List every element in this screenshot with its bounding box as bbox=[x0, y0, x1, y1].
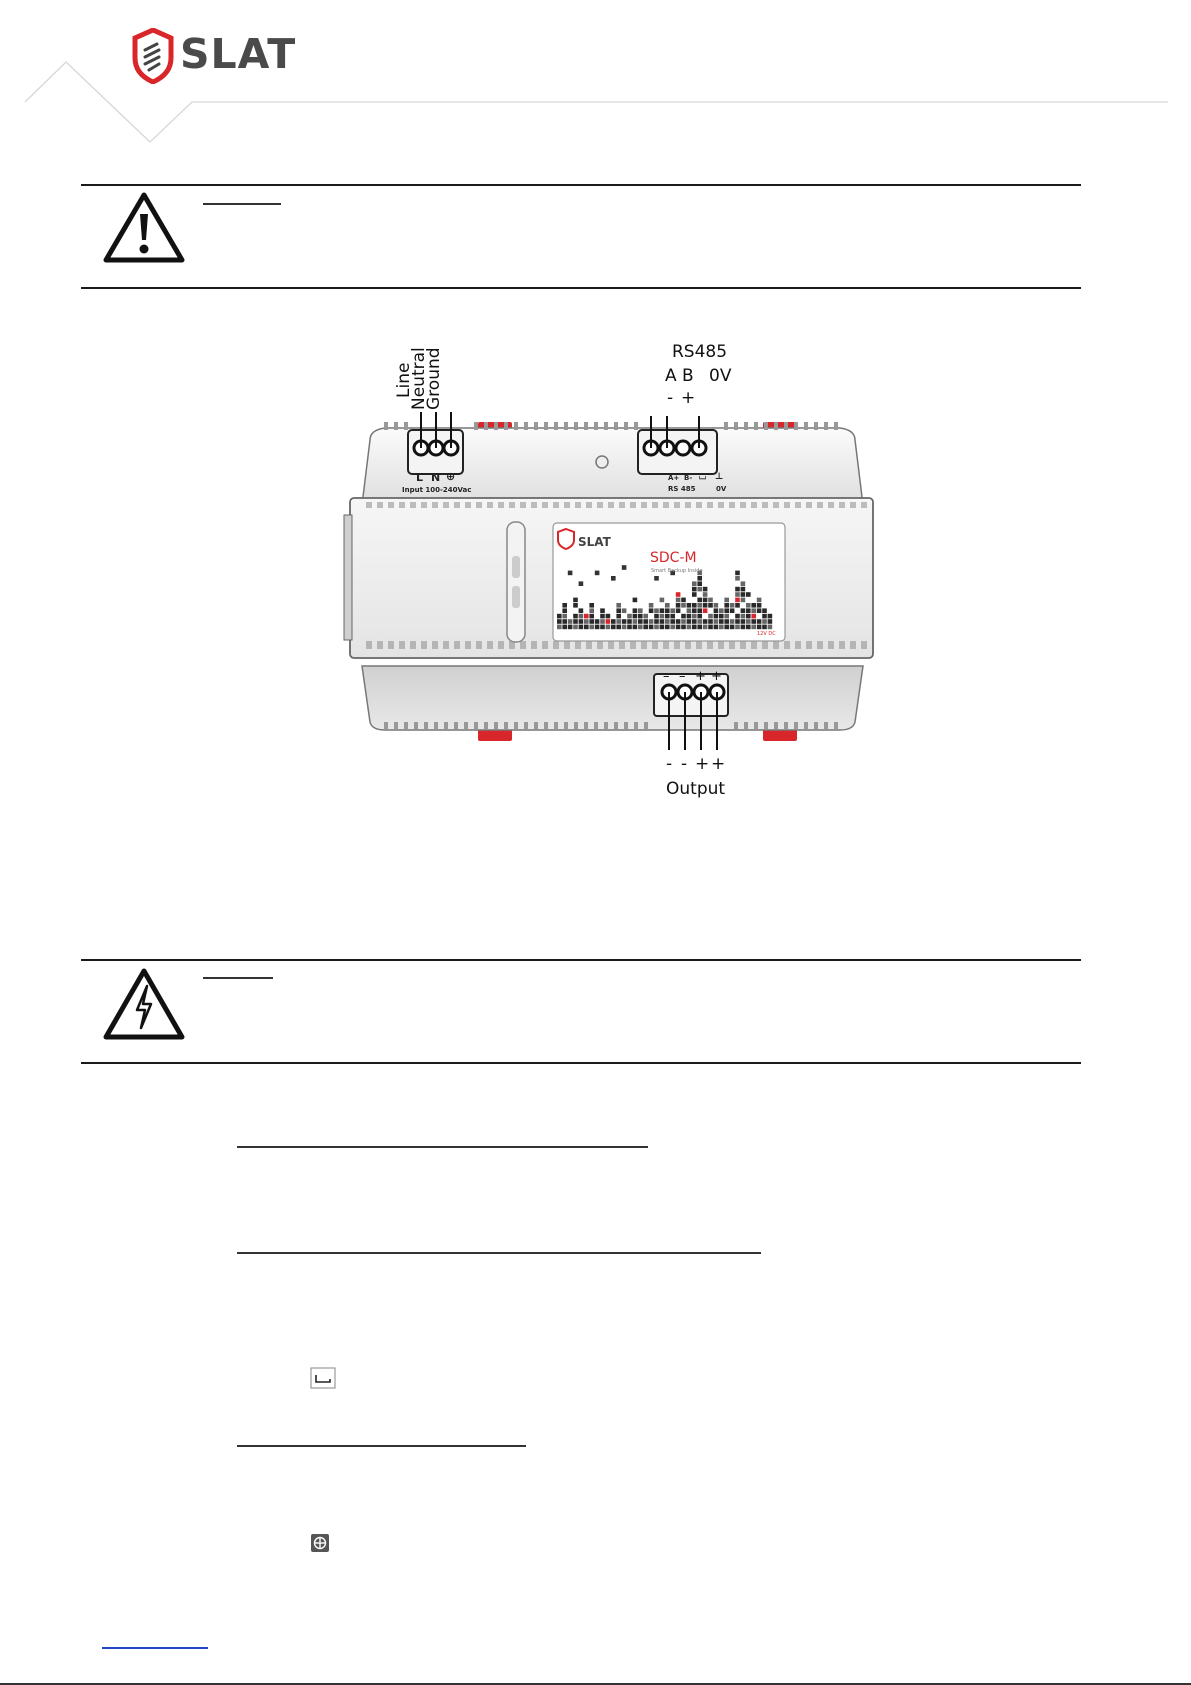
rs485-mark-relay: ⌴ bbox=[699, 472, 707, 482]
danger-bottom-rule bbox=[81, 1062, 1081, 1064]
housing-bottom bbox=[362, 666, 863, 730]
slat-shield-logo-icon bbox=[132, 28, 174, 84]
rs485-label-0v: 0V bbox=[709, 366, 732, 386]
output-title: Output bbox=[666, 779, 726, 799]
status-led-hole bbox=[596, 456, 608, 468]
caution-bottom-rule bbox=[81, 287, 1081, 289]
input-wire-label-line: Line bbox=[394, 362, 414, 398]
input-wire-label-ground: Ground bbox=[424, 347, 444, 410]
rs485-title: RS485 bbox=[672, 342, 728, 362]
output-top-polarity-1: – bbox=[663, 669, 670, 684]
high-voltage-triangle-icon bbox=[101, 966, 187, 1044]
rs485-polarity-plus: + bbox=[681, 388, 696, 408]
danger-top-rule bbox=[81, 959, 1081, 961]
output-bottom-polarity-4: + bbox=[711, 754, 726, 774]
section-heading-underline-2 bbox=[237, 1252, 761, 1254]
rs485-label-ab: A B bbox=[665, 366, 694, 386]
rs485-mark-b: B- bbox=[684, 474, 693, 482]
input-wire-label-neutral: Neutral bbox=[409, 347, 429, 410]
rs485-mark-ground: ⊥ bbox=[715, 472, 724, 482]
panel-subtitle: Smart Backup Inside bbox=[651, 568, 703, 574]
brand-logo-text: SLAT bbox=[180, 30, 297, 78]
input-terminal-mark-ground: ⊕ bbox=[446, 470, 456, 483]
danger-heading-underline bbox=[203, 977, 273, 979]
footer-bottom-rule bbox=[0, 1683, 1191, 1685]
rs485-caption-left: RS 485 bbox=[668, 485, 696, 493]
output-top-polarity-4: + bbox=[711, 669, 722, 684]
rs485-polarity-minus: - bbox=[667, 388, 674, 408]
section-heading-underline-1 bbox=[237, 1146, 648, 1148]
light-guide-slot bbox=[507, 522, 525, 642]
output-bottom-polarity-1: - bbox=[666, 754, 673, 774]
output-top-polarity-3: + bbox=[695, 669, 706, 684]
rs485-mark-a: A+ bbox=[668, 474, 680, 482]
ground-symbol-icon bbox=[310, 1533, 330, 1553]
panel-brand: SLAT bbox=[578, 535, 611, 549]
exclamation-triangle-icon bbox=[101, 190, 187, 266]
section-heading-underline-3 bbox=[237, 1445, 526, 1447]
output-bottom-polarity-3: + bbox=[695, 754, 710, 774]
input-terminal-caption: Input 100-240Vac bbox=[402, 486, 472, 494]
relay-contact-icon bbox=[310, 1367, 336, 1389]
panel-corner-tag: 12V DC bbox=[757, 631, 776, 637]
caution-heading-underline bbox=[203, 203, 281, 205]
panel-model: SDC-M bbox=[650, 550, 697, 566]
output-bottom-polarity-2: - bbox=[681, 754, 688, 774]
rs485-caption-right: 0V bbox=[716, 485, 727, 493]
input-terminal-mark-n: N bbox=[431, 471, 441, 484]
footer-link-underline[interactable] bbox=[102, 1647, 208, 1649]
output-top-polarity-2: – bbox=[679, 669, 686, 684]
header-decoration bbox=[0, 0, 1191, 160]
caution-top-rule bbox=[81, 184, 1081, 186]
input-terminal-mark-l: L bbox=[416, 471, 424, 484]
